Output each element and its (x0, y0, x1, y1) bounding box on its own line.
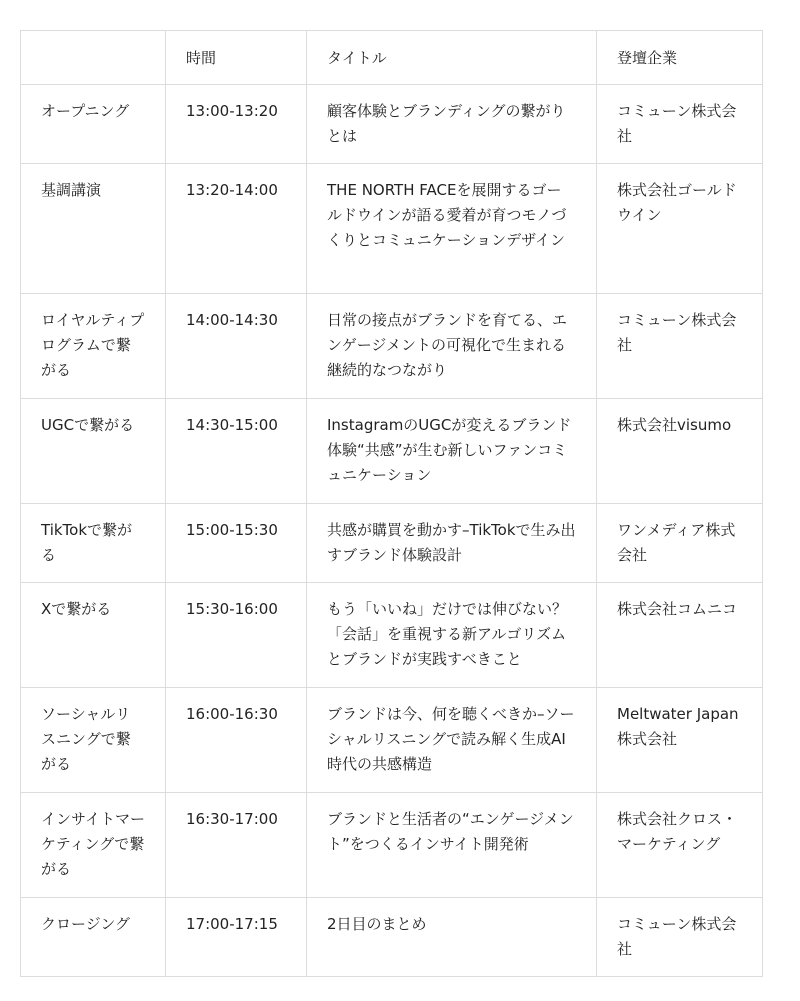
table-row (21, 85, 763, 164)
time-cell: 15:30-16:00 (166, 583, 307, 688)
time-cell: 13:00-13:20 (166, 85, 307, 164)
session-cell: Xで繋がる (21, 583, 166, 688)
session-cell: ソーシャルリスニングで繋がる (21, 688, 166, 793)
header-speaker: 登壇企業 (597, 31, 763, 85)
speaker-cell: コミューン株式会社 (597, 85, 763, 164)
session-cell: クロージング (21, 898, 166, 977)
speaker-cell: 株式会社visumo (597, 399, 763, 504)
time-cell: 14:30-15:00 (166, 399, 307, 504)
title-cell: 共感が購買を動かす–TikTokで生み出すブランド体験設計 (307, 504, 597, 583)
header-title: タイトル (307, 31, 597, 85)
session-cell: オープニング (21, 85, 166, 164)
time-cell: 14:00-14:30 (166, 294, 307, 399)
table-row (21, 294, 763, 399)
speaker-cell: コミューン株式会社 (597, 294, 763, 399)
session-cell: TikTokで繋がる (21, 504, 166, 583)
header-session (21, 31, 166, 85)
table-row (21, 898, 763, 977)
session-cell: UGCで繋がる (21, 399, 166, 504)
table-header (21, 31, 763, 85)
title-cell: 日常の接点がブランドを育てる、エンゲージメントの可視化で生まれる継続的なつながり (307, 294, 597, 399)
table-row (21, 583, 763, 688)
schedule-table (20, 30, 763, 977)
time-cell: 15:00-15:30 (166, 504, 307, 583)
table-row (21, 504, 763, 583)
table-row (21, 399, 763, 504)
speaker-cell: ワンメディア株式会社 (597, 504, 763, 583)
title-cell: もう「いいね」だけでは伸びない？「会話」を重視する新アルゴリズムとブランドが実践すべきこと (307, 583, 597, 688)
session-cell: 基調講演 (21, 164, 166, 294)
title-cell: ブランドと生活者の“エンゲージメント”をつくるインサイト開発術 (307, 793, 597, 898)
header-time: 時間 (166, 31, 307, 85)
title-cell: 2日目のまとめ (307, 898, 597, 977)
table-row (21, 688, 763, 793)
speaker-cell: コミューン株式会社 (597, 898, 763, 977)
time-cell: 17:00-17:15 (166, 898, 307, 977)
speaker-cell: 株式会社コムニコ (597, 583, 763, 688)
table-row (21, 164, 763, 294)
time-cell: 13:20-14:00 (166, 164, 307, 294)
speaker-cell: 株式会社クロス・マーケティング (597, 793, 763, 898)
title-cell: THE NORTH FACEを展開するゴールドウインが語る愛着が育つモノづくりとコミュニケーションデザイン (307, 164, 597, 294)
session-cell: インサイトマーケティングで繋がる (21, 793, 166, 898)
title-cell: InstagramのUGCが変えるブランド体験“共感”が生む新しいファンコミュニケーション (307, 399, 597, 504)
title-cell: 顧客体験とブランディングの繋がりとは (307, 85, 597, 164)
table-row (21, 793, 763, 898)
table-body (21, 85, 763, 977)
session-cell: ロイヤルティプログラムで繋がる (21, 294, 166, 399)
time-cell: 16:30-17:00 (166, 793, 307, 898)
speaker-cell: Meltwater Japan 株式会社 (597, 688, 763, 793)
title-cell: ブランドは今、何を聴くべきか–ソーシャルリスニングで読み解く生成AI時代の共感構造 (307, 688, 597, 793)
time-cell: 16:00-16:30 (166, 688, 307, 793)
header-row (21, 31, 763, 85)
speaker-cell: 株式会社ゴールドウイン (597, 164, 763, 294)
